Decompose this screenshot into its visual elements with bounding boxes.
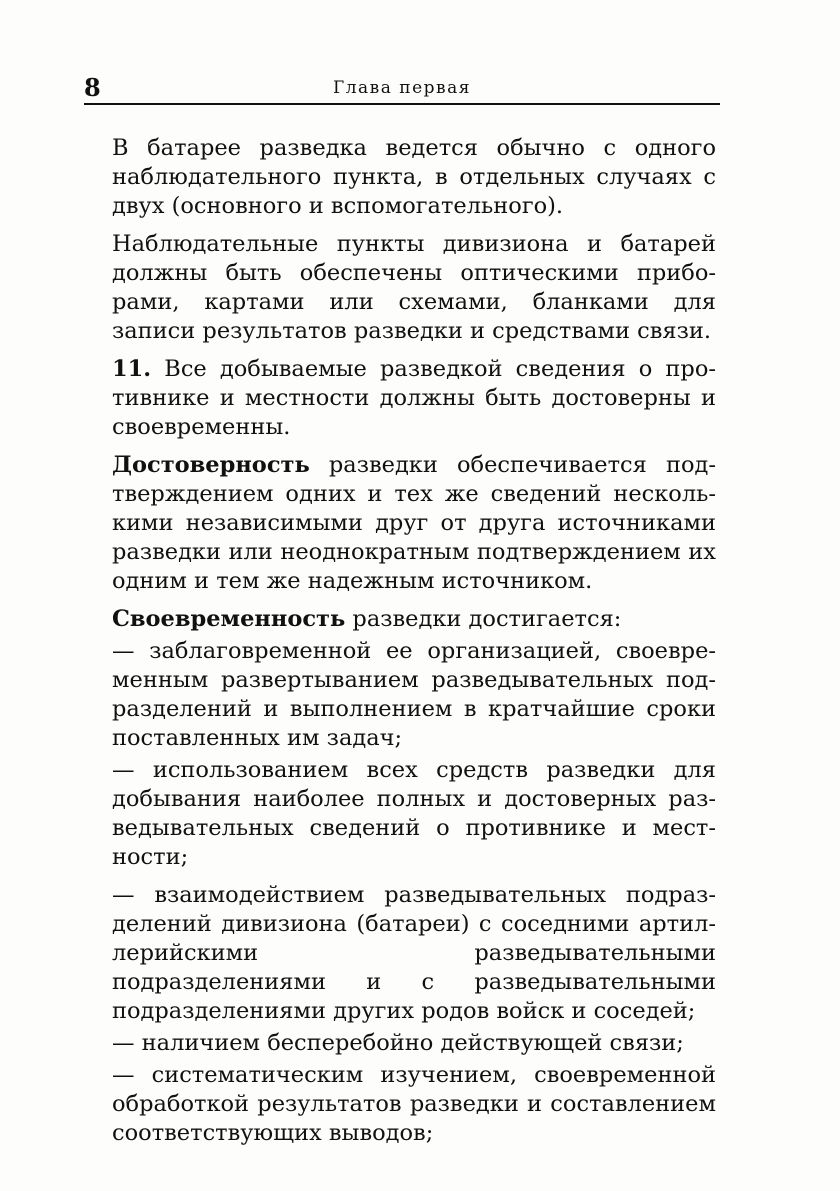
list-item-use-of-means xyxy=(112,756,716,872)
paragraph-battery-recon xyxy=(112,134,716,221)
paragraph-text: разведки обеспечивается подтверждением одних и тех же сведений несколькими независимыми друг от друга источниками разведки или неоднократным подтверждением их одним и тем же надежным источником. xyxy=(112,452,716,594)
list-item-interaction xyxy=(112,881,716,1026)
list-item-text: — использованием всех средств разведки для добывания наиболее полных и достоверных разведывательных сведений о противнике и местности; xyxy=(112,757,716,870)
term-timeliness: Своевременность xyxy=(112,606,346,632)
paragraph-text: Все добываемые разведкой сведения о противнике и местности должны быть достоверны и своевременны. xyxy=(112,356,716,440)
list-item-text: — систематическим изучением, своевременной обработкой результатов разведки и составлением соответствующих выводов; xyxy=(112,1062,716,1146)
paragraph-reliability xyxy=(112,451,716,596)
paragraph-timeliness xyxy=(112,605,716,634)
paragraph-text: В батарее разведка ведется обычно с одного наблюдательного пункта, в отдельных случаях с двух (основного и вспомогательного). xyxy=(112,135,716,219)
header-rule xyxy=(84,103,720,105)
body-text xyxy=(112,134,716,1148)
page-number: 8 xyxy=(84,73,101,102)
list-item-text: — заблаговременной ее организацией, своевременным развертыванием разведывательных подразделений и выполнением в кратчайшие сроки поставленных им задач; xyxy=(112,638,716,751)
chapter-title: Глава первая xyxy=(332,78,471,98)
paragraph-text: разведки достигается: xyxy=(345,606,622,632)
list-item-text: — наличием бесперебойно действующей связи; xyxy=(112,1030,684,1056)
paragraph-text: Наблюдательные пункты дивизиона и батарей должны быть обеспечены оптическими приборами, картами или схемами, бланками для записи результатов разведки и средствами связи. xyxy=(112,231,716,344)
list-item-text: — взаимодействием разведывательных подразделений дивизиона (батареи) с соседними артиллерийскими разведывательными подразделениями и с разведывательными подразделениями других родов войск и соседей; xyxy=(112,882,716,1024)
page-header xyxy=(84,74,720,102)
list-item-systematic-study xyxy=(112,1061,716,1148)
item-number: 11. xyxy=(112,356,152,382)
term-reliability: Достоверность xyxy=(112,452,310,478)
paragraph-observation-posts xyxy=(112,230,716,346)
paragraph-item-11 xyxy=(112,355,716,442)
list-item-advance-organization xyxy=(112,637,716,753)
list-item-communication xyxy=(112,1029,716,1058)
